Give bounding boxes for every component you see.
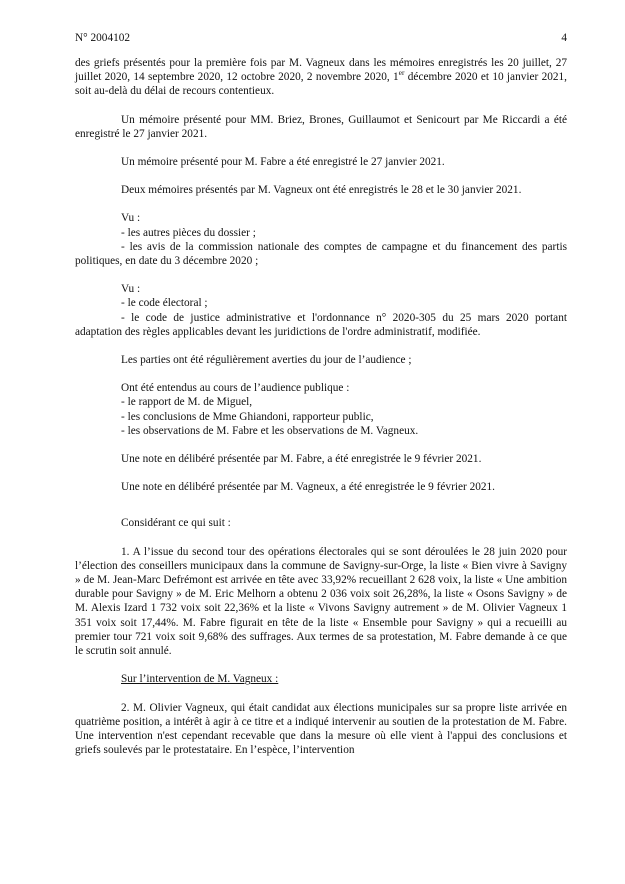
vu-item: - les avis de la commission nationale des comptes de campagne et du financement des partis politiques, en date du 3 décembre 2020 ; <box>75 240 567 268</box>
audience-item: - le rapport de M. de Miguel, <box>121 396 253 409</box>
vu-section-2 <box>75 282 567 339</box>
note-deliberee-vagneux: Une note en délibéré présentée par M. Vagneux, a été enregistrée le 9 février 2021. <box>121 481 495 494</box>
paragraph-memoire-briez: Un mémoire présenté pour MM. Briez, Brones, Guillaumot et Senicourt par Me Riccardi a été enregistré le 27 janvier 2021. <box>75 113 567 140</box>
case-number: N° 2004102 <box>75 32 131 44</box>
paragraph-2: 2. M. Olivier Vagneux, qui était candidat aux élections municipales sur sa propre liste arrivée en quatrième position, a intérêt à agir à ce titre et a indiqué intervenir au soutien de la protestation de M. Fabre. Une intervention n'est cependant recevable que dans la mesure où elle vient à l'appui des conclusions et griefs soulevés par le protestataire. En l’espèce, l’intervention <box>75 701 567 757</box>
section-heading: Sur l’intervention de M. Vagneux : <box>121 673 279 686</box>
paragraph-1: 1. A l’issue du second tour des opérations électorales qui se sont déroulées le 28 juin 2020 pour l’élection des conseillers municipaux dans la commune de Savigny-sur-Orge, la liste « Bien vivre à Savigny » de M. Jean-Marc Defrémont est arrivée en tête avec 33,92% recueillant 2 628 voix, la liste « Une ambition durable pour Savigny » de M. Eric Melhorn a obtenu 2 036 voix soit 26,28%, la liste « Osons Savigny » de M. Alexis Izard 1 732 voix soit 22,36% et la liste « Vivons Savigny autrement » de M. Olivier Vagneux 1 351 voix soit 17,44%. M. Fabre figurait en tête de la liste « Ensemble pour Savigny » qui a recueilli au premier tour 721 voix soit 9,68% des suffrages. Aux termes de sa protestation, M. Fabre demande à ce que le scrutin soit annulé. <box>75 545 567 658</box>
vu-title: Vu : <box>121 283 141 296</box>
vu-section-1 <box>75 211 567 268</box>
document-body <box>75 56 567 757</box>
audience-item: - les conclusions de Mme Ghiandoni, rapporteur public, <box>121 410 374 423</box>
audience-title: Ont été entendus au cours de l’audience publique : <box>121 382 350 395</box>
considerant-heading: Considérant ce qui suit : <box>121 517 231 530</box>
page-number: 4 <box>561 32 567 44</box>
audience-item: - les observations de M. Fabre et les observations de M. Vagneux. <box>121 424 419 437</box>
paragraph-parties: Les parties ont été régulièrement averties du jour de l’audience ; <box>121 354 412 367</box>
audience-section <box>75 381 567 438</box>
paragraph-memoires-vagneux: Deux mémoires présentés par M. Vagneux ont été enregistrés le 28 et le 30 janvier 2021. <box>121 184 522 197</box>
page-header <box>75 31 567 47</box>
vu-item: - le code électoral ; <box>121 297 208 310</box>
paragraph-memoire-fabre: Un mémoire présenté pour M. Fabre a été enregistré le 27 janvier 2021. <box>121 156 445 169</box>
vu-title: Vu : <box>121 212 141 225</box>
vu-item: - les autres pièces du dossier ; <box>121 226 256 239</box>
note-deliberee-fabre: Une note en délibéré présentée par M. Fabre, a été enregistrée le 9 février 2021. <box>121 453 482 466</box>
paragraph-griefs: des griefs présentés pour la première fois par M. Vagneux dans les mémoires enregistrés les 20 juillet, 27 juillet 2020, 14 septembre 2020, 12 octobre 2020, 2 novembre 2020, 1er décembre 2020 et 10 janvier 2021, soit au-delà du délai de recours contentieux. <box>75 57 567 98</box>
vu-item: - le code de justice administrative et l'ordonnance n° 2020-305 du 25 mars 2020 portant adaptation des règles applicables devant les juridictions de l'ordre administratif, modifiée. <box>75 311 567 338</box>
